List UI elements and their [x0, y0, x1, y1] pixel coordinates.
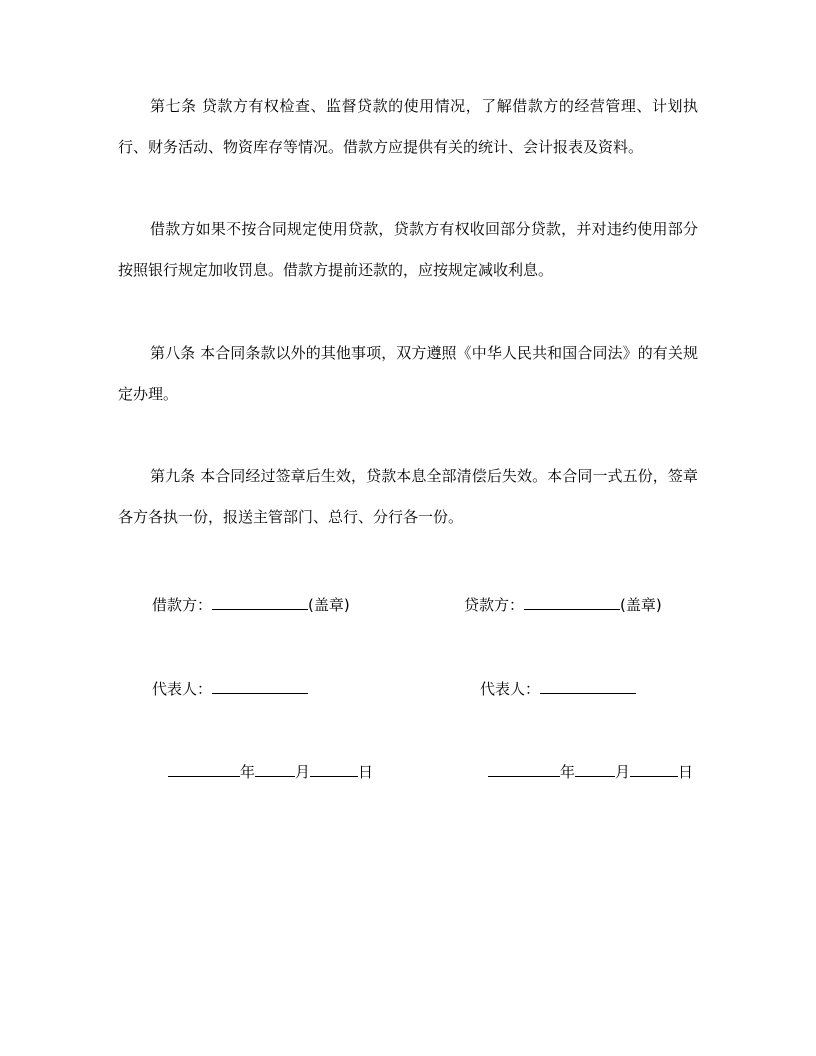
lender-signature-line [524, 592, 620, 610]
misuse-penalty-paragraph: 借款方如果不按合同规定使用贷款，贷款方有权收回部分贷款，并对违约使用部分按照银行规定加收罚息。借款方提前还款的，应按规定减收利息。 [118, 220, 698, 279]
lender-month-label: 月 [615, 763, 631, 781]
lender-day-line [630, 759, 678, 777]
borrower-year-label: 年 [240, 763, 256, 781]
lender-signature [464, 592, 662, 617]
borrower-representative [152, 676, 308, 701]
lender-day-label: 日 [678, 763, 694, 781]
borrower-year-line [168, 759, 240, 777]
lender-representative-line [540, 676, 636, 694]
borrower-day-label: 日 [358, 763, 374, 781]
signature-representatives-row [0, 676, 816, 700]
borrower-seal-label: (盖章) [308, 596, 350, 614]
lender-month-line [575, 759, 615, 777]
article-7-paragraph: 第七条 贷款方有权检查、监督贷款的使用情况，了解借款方的经营管理、计划执行、财务活动、物资库存等情况。借款方应提供有关的统计、会计报表及资料。 [118, 97, 698, 156]
lender-year-label: 年 [560, 763, 576, 781]
borrower-month-line [255, 759, 295, 777]
lender-year-line [488, 759, 560, 777]
borrower-signature-line [212, 592, 308, 610]
article-9-paragraph: 第九条 本合同经过签章后生效，贷款本息全部清偿后失效。本合同一式五份，签章各方各执一份，报送主管部门、总行、分行各一份。 [118, 467, 698, 526]
borrower-signature [152, 592, 350, 617]
lender-representative-label: 代表人： [480, 680, 541, 698]
borrower-day-line [310, 759, 358, 777]
lender-date [488, 759, 693, 784]
borrower-representative-line [212, 676, 308, 694]
lender-seal-label: (盖章) [620, 596, 662, 614]
signature-parties-row [0, 592, 816, 616]
lender-representative [480, 676, 636, 701]
article-8-paragraph: 第八条 本合同条款以外的其他事项，双方遵照《中华人民共和国合同法》的有关规定办理。 [118, 344, 698, 403]
borrower-representative-label: 代表人： [152, 680, 213, 698]
borrower-month-label: 月 [295, 763, 311, 781]
lender-label: 贷款方： [464, 596, 525, 614]
borrower-date [168, 759, 373, 784]
signature-dates-row [0, 759, 816, 783]
borrower-label: 借款方： [152, 596, 213, 614]
